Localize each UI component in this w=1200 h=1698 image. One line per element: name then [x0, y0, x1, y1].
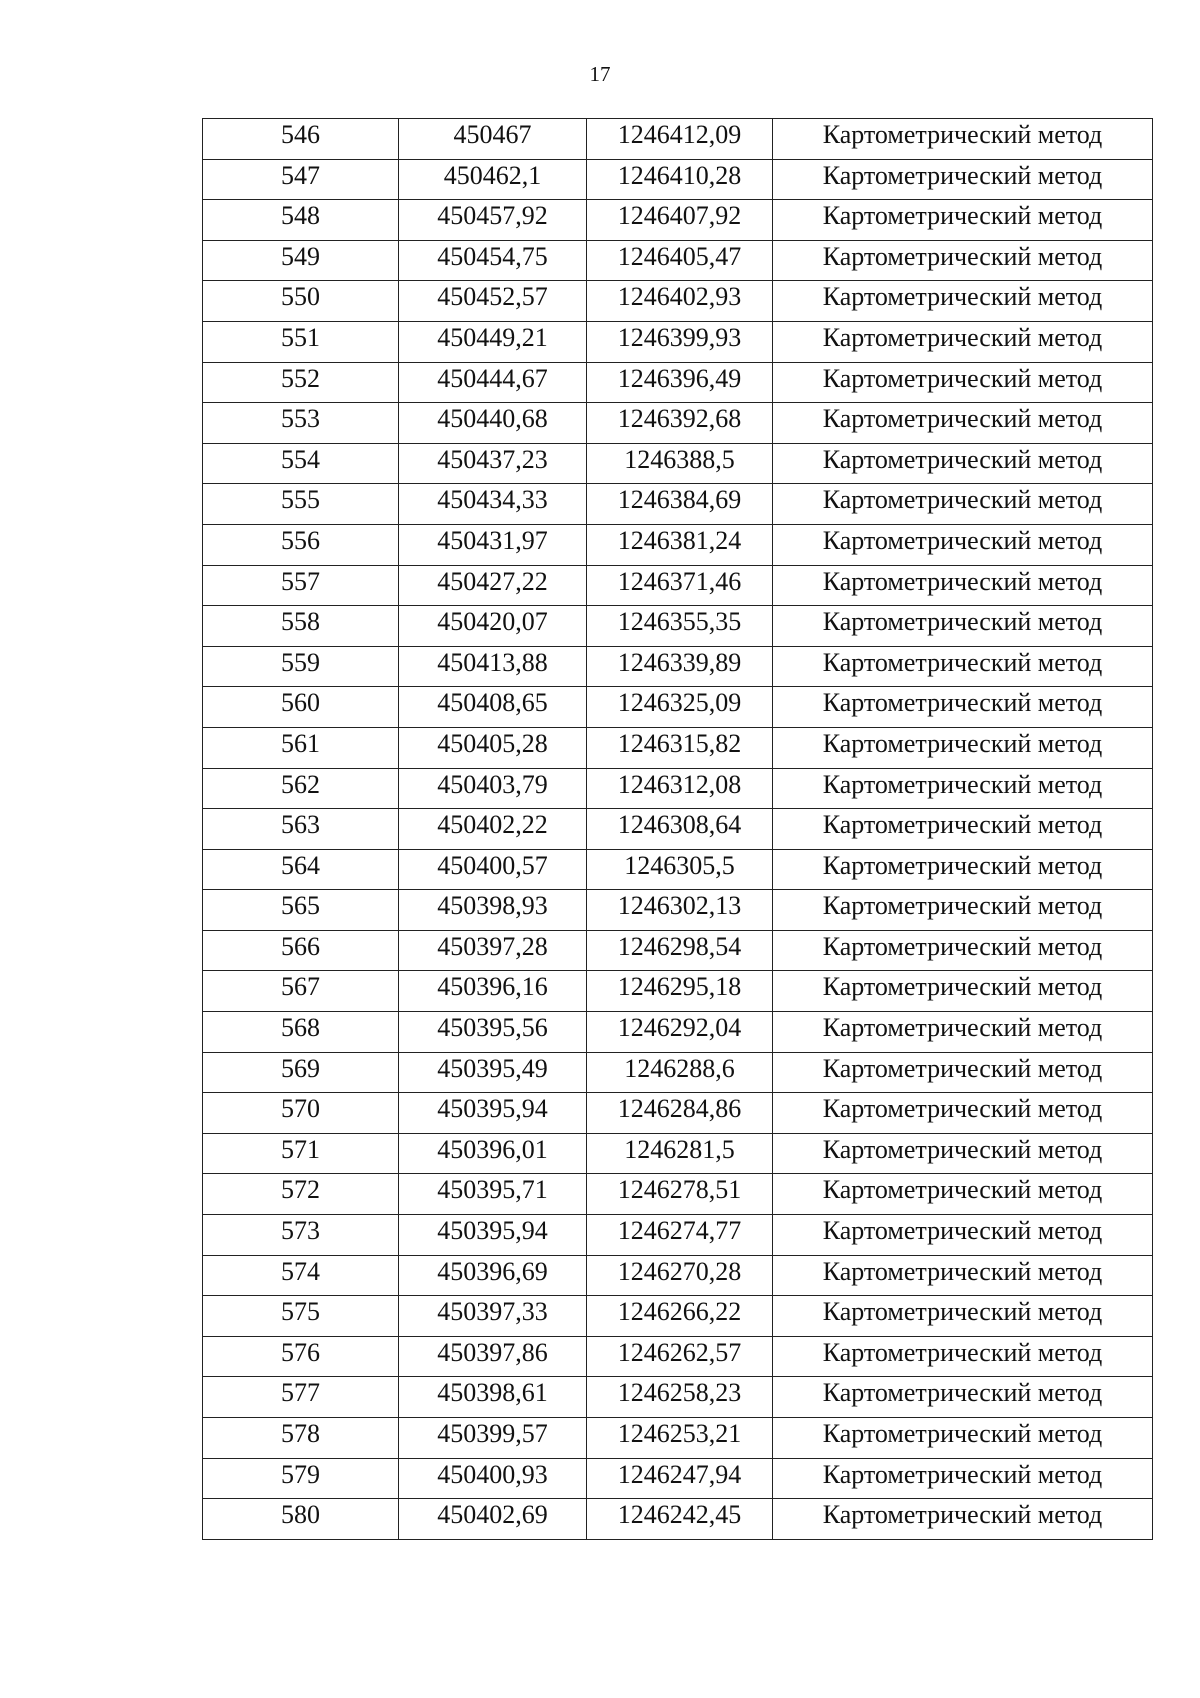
table-row [203, 1174, 1153, 1215]
table-row [203, 484, 1153, 525]
y-coordinate-cell: 1246339,89 [587, 646, 773, 687]
y-coordinate-cell: 1246281,5 [587, 1133, 773, 1174]
table-row [203, 524, 1153, 565]
point-number-cell: 577 [203, 1377, 399, 1418]
table-row [203, 1133, 1153, 1174]
point-number-cell: 551 [203, 321, 399, 362]
point-number-cell: 549 [203, 240, 399, 281]
x-coordinate-cell: 450402,69 [399, 1499, 587, 1540]
y-coordinate-cell: 1246292,04 [587, 1012, 773, 1053]
y-coordinate-cell: 1246381,24 [587, 524, 773, 565]
table-row [203, 687, 1153, 728]
coordinates-table-body [203, 119, 1153, 1540]
method-cell: Картометрический метод [773, 403, 1153, 444]
method-cell: Картометрический метод [773, 443, 1153, 484]
x-coordinate-cell: 450431,97 [399, 524, 587, 565]
method-cell: Картометрический метод [773, 809, 1153, 850]
y-coordinate-cell: 1246262,57 [587, 1336, 773, 1377]
method-cell: Картометрический метод [773, 768, 1153, 809]
table-row [203, 1377, 1153, 1418]
point-number-cell: 560 [203, 687, 399, 728]
method-cell: Картометрический метод [773, 687, 1153, 728]
y-coordinate-cell: 1246247,94 [587, 1458, 773, 1499]
table-row [203, 1296, 1153, 1337]
point-number-cell: 580 [203, 1499, 399, 1540]
x-coordinate-cell: 450413,88 [399, 646, 587, 687]
y-coordinate-cell: 1246288,6 [587, 1052, 773, 1093]
y-coordinate-cell: 1246305,5 [587, 849, 773, 890]
point-number-cell: 575 [203, 1296, 399, 1337]
method-cell: Картометрический метод [773, 1418, 1153, 1459]
point-number-cell: 571 [203, 1133, 399, 1174]
point-number-cell: 561 [203, 727, 399, 768]
table-row [203, 119, 1153, 160]
method-cell: Картометрический метод [773, 200, 1153, 241]
x-coordinate-cell: 450403,79 [399, 768, 587, 809]
method-cell: Картометрический метод [773, 321, 1153, 362]
table-row [203, 606, 1153, 647]
point-number-cell: 569 [203, 1052, 399, 1093]
x-coordinate-cell: 450434,33 [399, 484, 587, 525]
point-number-cell: 550 [203, 281, 399, 322]
x-coordinate-cell: 450427,22 [399, 565, 587, 606]
point-number-cell: 558 [203, 606, 399, 647]
x-coordinate-cell: 450454,75 [399, 240, 587, 281]
method-cell: Картометрический метод [773, 281, 1153, 322]
y-coordinate-cell: 1246405,47 [587, 240, 773, 281]
y-coordinate-cell: 1246371,46 [587, 565, 773, 606]
table-row [203, 971, 1153, 1012]
x-coordinate-cell: 450420,07 [399, 606, 587, 647]
point-number-cell: 554 [203, 443, 399, 484]
point-number-cell: 562 [203, 768, 399, 809]
x-coordinate-cell: 450397,33 [399, 1296, 587, 1337]
table-row [203, 1052, 1153, 1093]
table-row [203, 768, 1153, 809]
x-coordinate-cell: 450440,68 [399, 403, 587, 444]
point-number-cell: 548 [203, 200, 399, 241]
x-coordinate-cell: 450396,69 [399, 1255, 587, 1296]
y-coordinate-cell: 1246295,18 [587, 971, 773, 1012]
method-cell: Картометрический метод [773, 849, 1153, 890]
table-row [203, 1499, 1153, 1540]
x-coordinate-cell: 450395,94 [399, 1093, 587, 1134]
point-number-cell: 566 [203, 930, 399, 971]
point-number-cell: 572 [203, 1174, 399, 1215]
method-cell: Картометрический метод [773, 1255, 1153, 1296]
x-coordinate-cell: 450395,71 [399, 1174, 587, 1215]
y-coordinate-cell: 1246384,69 [587, 484, 773, 525]
x-coordinate-cell: 450395,49 [399, 1052, 587, 1093]
y-coordinate-cell: 1246355,35 [587, 606, 773, 647]
table-row [203, 1012, 1153, 1053]
table-row [203, 240, 1153, 281]
point-number-cell: 574 [203, 1255, 399, 1296]
table-row [203, 1336, 1153, 1377]
method-cell: Картометрический метод [773, 240, 1153, 281]
y-coordinate-cell: 1246392,68 [587, 403, 773, 444]
table-row [203, 849, 1153, 890]
y-coordinate-cell: 1246302,13 [587, 890, 773, 931]
table-row [203, 890, 1153, 931]
x-coordinate-cell: 450395,56 [399, 1012, 587, 1053]
method-cell: Картометрический метод [773, 1052, 1153, 1093]
y-coordinate-cell: 1246253,21 [587, 1418, 773, 1459]
method-cell: Картометрический метод [773, 1377, 1153, 1418]
point-number-cell: 570 [203, 1093, 399, 1134]
method-cell: Картометрический метод [773, 971, 1153, 1012]
x-coordinate-cell: 450408,65 [399, 687, 587, 728]
y-coordinate-cell: 1246266,22 [587, 1296, 773, 1337]
method-cell: Картометрический метод [773, 565, 1153, 606]
x-coordinate-cell: 450457,92 [399, 200, 587, 241]
y-coordinate-cell: 1246407,92 [587, 200, 773, 241]
table-row [203, 809, 1153, 850]
x-coordinate-cell: 450396,01 [399, 1133, 587, 1174]
method-cell: Картометрический метод [773, 362, 1153, 403]
point-number-cell: 579 [203, 1458, 399, 1499]
y-coordinate-cell: 1246298,54 [587, 930, 773, 971]
y-coordinate-cell: 1246396,49 [587, 362, 773, 403]
point-number-cell: 559 [203, 646, 399, 687]
method-cell: Картометрический метод [773, 119, 1153, 160]
y-coordinate-cell: 1246308,64 [587, 809, 773, 850]
point-number-cell: 576 [203, 1336, 399, 1377]
table-row [203, 1418, 1153, 1459]
method-cell: Картометрический метод [773, 1296, 1153, 1337]
method-cell: Картометрический метод [773, 727, 1153, 768]
point-number-cell: 547 [203, 159, 399, 200]
y-coordinate-cell: 1246312,08 [587, 768, 773, 809]
table-row [203, 200, 1153, 241]
x-coordinate-cell: 450397,28 [399, 930, 587, 971]
table-row [203, 1458, 1153, 1499]
x-coordinate-cell: 450395,94 [399, 1215, 587, 1256]
point-number-cell: 564 [203, 849, 399, 890]
y-coordinate-cell: 1246410,28 [587, 159, 773, 200]
y-coordinate-cell: 1246270,28 [587, 1255, 773, 1296]
point-number-cell: 556 [203, 524, 399, 565]
x-coordinate-cell: 450398,61 [399, 1377, 587, 1418]
x-coordinate-cell: 450400,57 [399, 849, 587, 890]
point-number-cell: 573 [203, 1215, 399, 1256]
method-cell: Картометрический метод [773, 1012, 1153, 1053]
x-coordinate-cell: 450462,1 [399, 159, 587, 200]
x-coordinate-cell: 450402,22 [399, 809, 587, 850]
method-cell: Картометрический метод [773, 484, 1153, 525]
y-coordinate-cell: 1246258,23 [587, 1377, 773, 1418]
table-row [203, 159, 1153, 200]
y-coordinate-cell: 1246402,93 [587, 281, 773, 322]
y-coordinate-cell: 1246278,51 [587, 1174, 773, 1215]
x-coordinate-cell: 450467 [399, 119, 587, 160]
method-cell: Картометрический метод [773, 1093, 1153, 1134]
point-number-cell: 565 [203, 890, 399, 931]
table-row [203, 281, 1153, 322]
method-cell: Картометрический метод [773, 1499, 1153, 1540]
method-cell: Картометрический метод [773, 1133, 1153, 1174]
page-number: 17 [589, 62, 611, 86]
y-coordinate-cell: 1246274,77 [587, 1215, 773, 1256]
method-cell: Картометрический метод [773, 524, 1153, 565]
point-number-cell: 555 [203, 484, 399, 525]
method-cell: Картометрический метод [773, 1336, 1153, 1377]
table-row [203, 565, 1153, 606]
y-coordinate-cell: 1246284,86 [587, 1093, 773, 1134]
table-row [203, 1255, 1153, 1296]
x-coordinate-cell: 450397,86 [399, 1336, 587, 1377]
x-coordinate-cell: 450405,28 [399, 727, 587, 768]
y-coordinate-cell: 1246399,93 [587, 321, 773, 362]
point-number-cell: 563 [203, 809, 399, 850]
x-coordinate-cell: 450444,67 [399, 362, 587, 403]
table-row [203, 403, 1153, 444]
point-number-cell: 553 [203, 403, 399, 444]
x-coordinate-cell: 450452,57 [399, 281, 587, 322]
x-coordinate-cell: 450399,57 [399, 1418, 587, 1459]
table-row [203, 1093, 1153, 1134]
method-cell: Картометрический метод [773, 890, 1153, 931]
y-coordinate-cell: 1246325,09 [587, 687, 773, 728]
y-coordinate-cell: 1246242,45 [587, 1499, 773, 1540]
y-coordinate-cell: 1246315,82 [587, 727, 773, 768]
point-number-cell: 578 [203, 1418, 399, 1459]
table-row [203, 930, 1153, 971]
method-cell: Картометрический метод [773, 1458, 1153, 1499]
x-coordinate-cell: 450449,21 [399, 321, 587, 362]
method-cell: Картометрический метод [773, 1215, 1153, 1256]
method-cell: Картометрический метод [773, 930, 1153, 971]
table-row [203, 1215, 1153, 1256]
x-coordinate-cell: 450400,93 [399, 1458, 587, 1499]
y-coordinate-cell: 1246412,09 [587, 119, 773, 160]
method-cell: Картометрический метод [773, 606, 1153, 647]
table-row [203, 646, 1153, 687]
x-coordinate-cell: 450437,23 [399, 443, 587, 484]
method-cell: Картометрический метод [773, 646, 1153, 687]
x-coordinate-cell: 450396,16 [399, 971, 587, 1012]
table-row [203, 321, 1153, 362]
point-number-cell: 546 [203, 119, 399, 160]
table-row [203, 362, 1153, 403]
point-number-cell: 552 [203, 362, 399, 403]
coordinates-table [202, 118, 1153, 1540]
point-number-cell: 568 [203, 1012, 399, 1053]
table-row [203, 443, 1153, 484]
point-number-cell: 557 [203, 565, 399, 606]
method-cell: Картометрический метод [773, 1174, 1153, 1215]
y-coordinate-cell: 1246388,5 [587, 443, 773, 484]
point-number-cell: 567 [203, 971, 399, 1012]
method-cell: Картометрический метод [773, 159, 1153, 200]
x-coordinate-cell: 450398,93 [399, 890, 587, 931]
table-row [203, 727, 1153, 768]
